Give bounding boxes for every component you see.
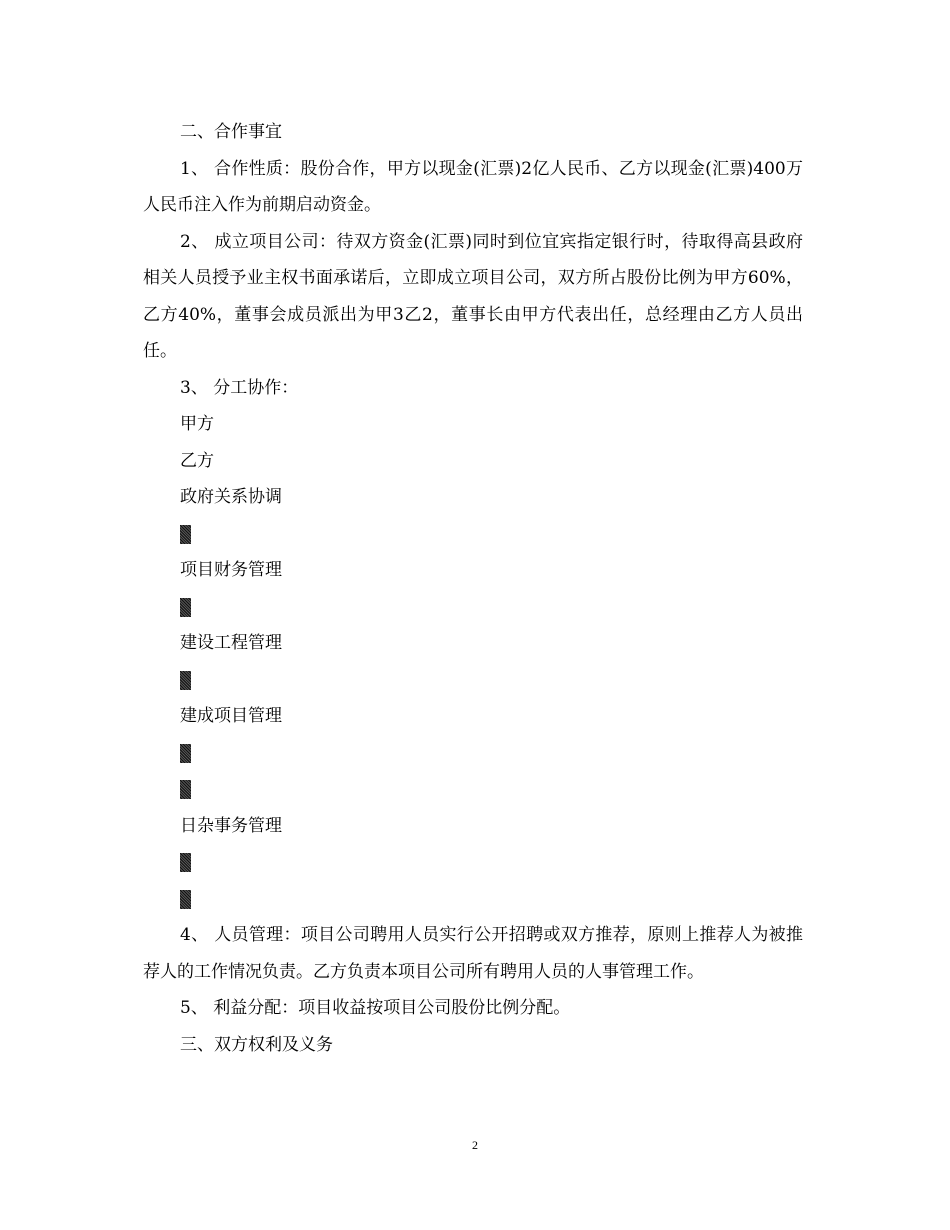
task-financial-management: 项目财务管理 <box>180 560 282 580</box>
page-number: 2 <box>472 1138 478 1152</box>
marker-row <box>143 844 803 881</box>
shaded-block-marker <box>180 853 191 872</box>
marker-row <box>143 516 803 553</box>
item-personnel-management: 4、 人员管理：项目公司聘用人员实行公开招聘或双方推荐，原则上推荐人为被推荐人的工作情况负责。乙方负责本项目公司所有聘用人员的人事管理工作。 <box>143 925 803 982</box>
task-completed-project-management: 建成项目管理 <box>180 706 282 726</box>
marker-row <box>143 771 803 808</box>
shaded-block-marker <box>180 671 191 690</box>
item-division-of-work: 3、 分工协作： <box>180 377 299 398</box>
shaded-block-marker <box>180 890 191 909</box>
section-heading-rights-obligations: 三、双方权利及义务 <box>180 1034 333 1055</box>
shaded-block-marker <box>180 744 191 763</box>
task-construction-management: 建设工程管理 <box>180 633 282 653</box>
division-party-a: 甲方 <box>180 414 214 434</box>
shaded-block-marker <box>180 780 191 799</box>
marker-row <box>143 662 803 699</box>
marker-row <box>143 881 803 918</box>
marker-row <box>143 589 803 626</box>
item-project-company: 2、 成立项目公司：待双方资金(汇票)同时到位宜宾指定银行时，待取得高县政府相关人员授予业主权书面承诺后，立即成立项目公司，双方所占股份比例为甲方60%，乙方40%，董事会成员派出为甲3乙2，董事长由甲方代表出任，总经理由乙方人员出任。 <box>143 231 803 361</box>
document-body <box>143 114 803 1063</box>
item-cooperation-nature: 1、 合作性质：股份合作，甲方以现金(汇票)2亿人民币、乙方以现金(汇票)400万人民币注入作为前期启动资金。 <box>143 158 803 215</box>
task-government-relations: 政府关系协调 <box>180 487 282 507</box>
marker-row <box>143 735 803 772</box>
task-daily-affairs-management: 日杂事务管理 <box>180 815 282 836</box>
division-party-b: 乙方 <box>180 450 214 471</box>
section-heading-cooperation: 二、合作事宜 <box>180 122 282 142</box>
shaded-block-marker <box>180 598 191 617</box>
shaded-block-marker <box>180 525 191 544</box>
item-profit-distribution: 5、 利益分配：项目收益按项目公司股份比例分配。 <box>180 998 571 1018</box>
